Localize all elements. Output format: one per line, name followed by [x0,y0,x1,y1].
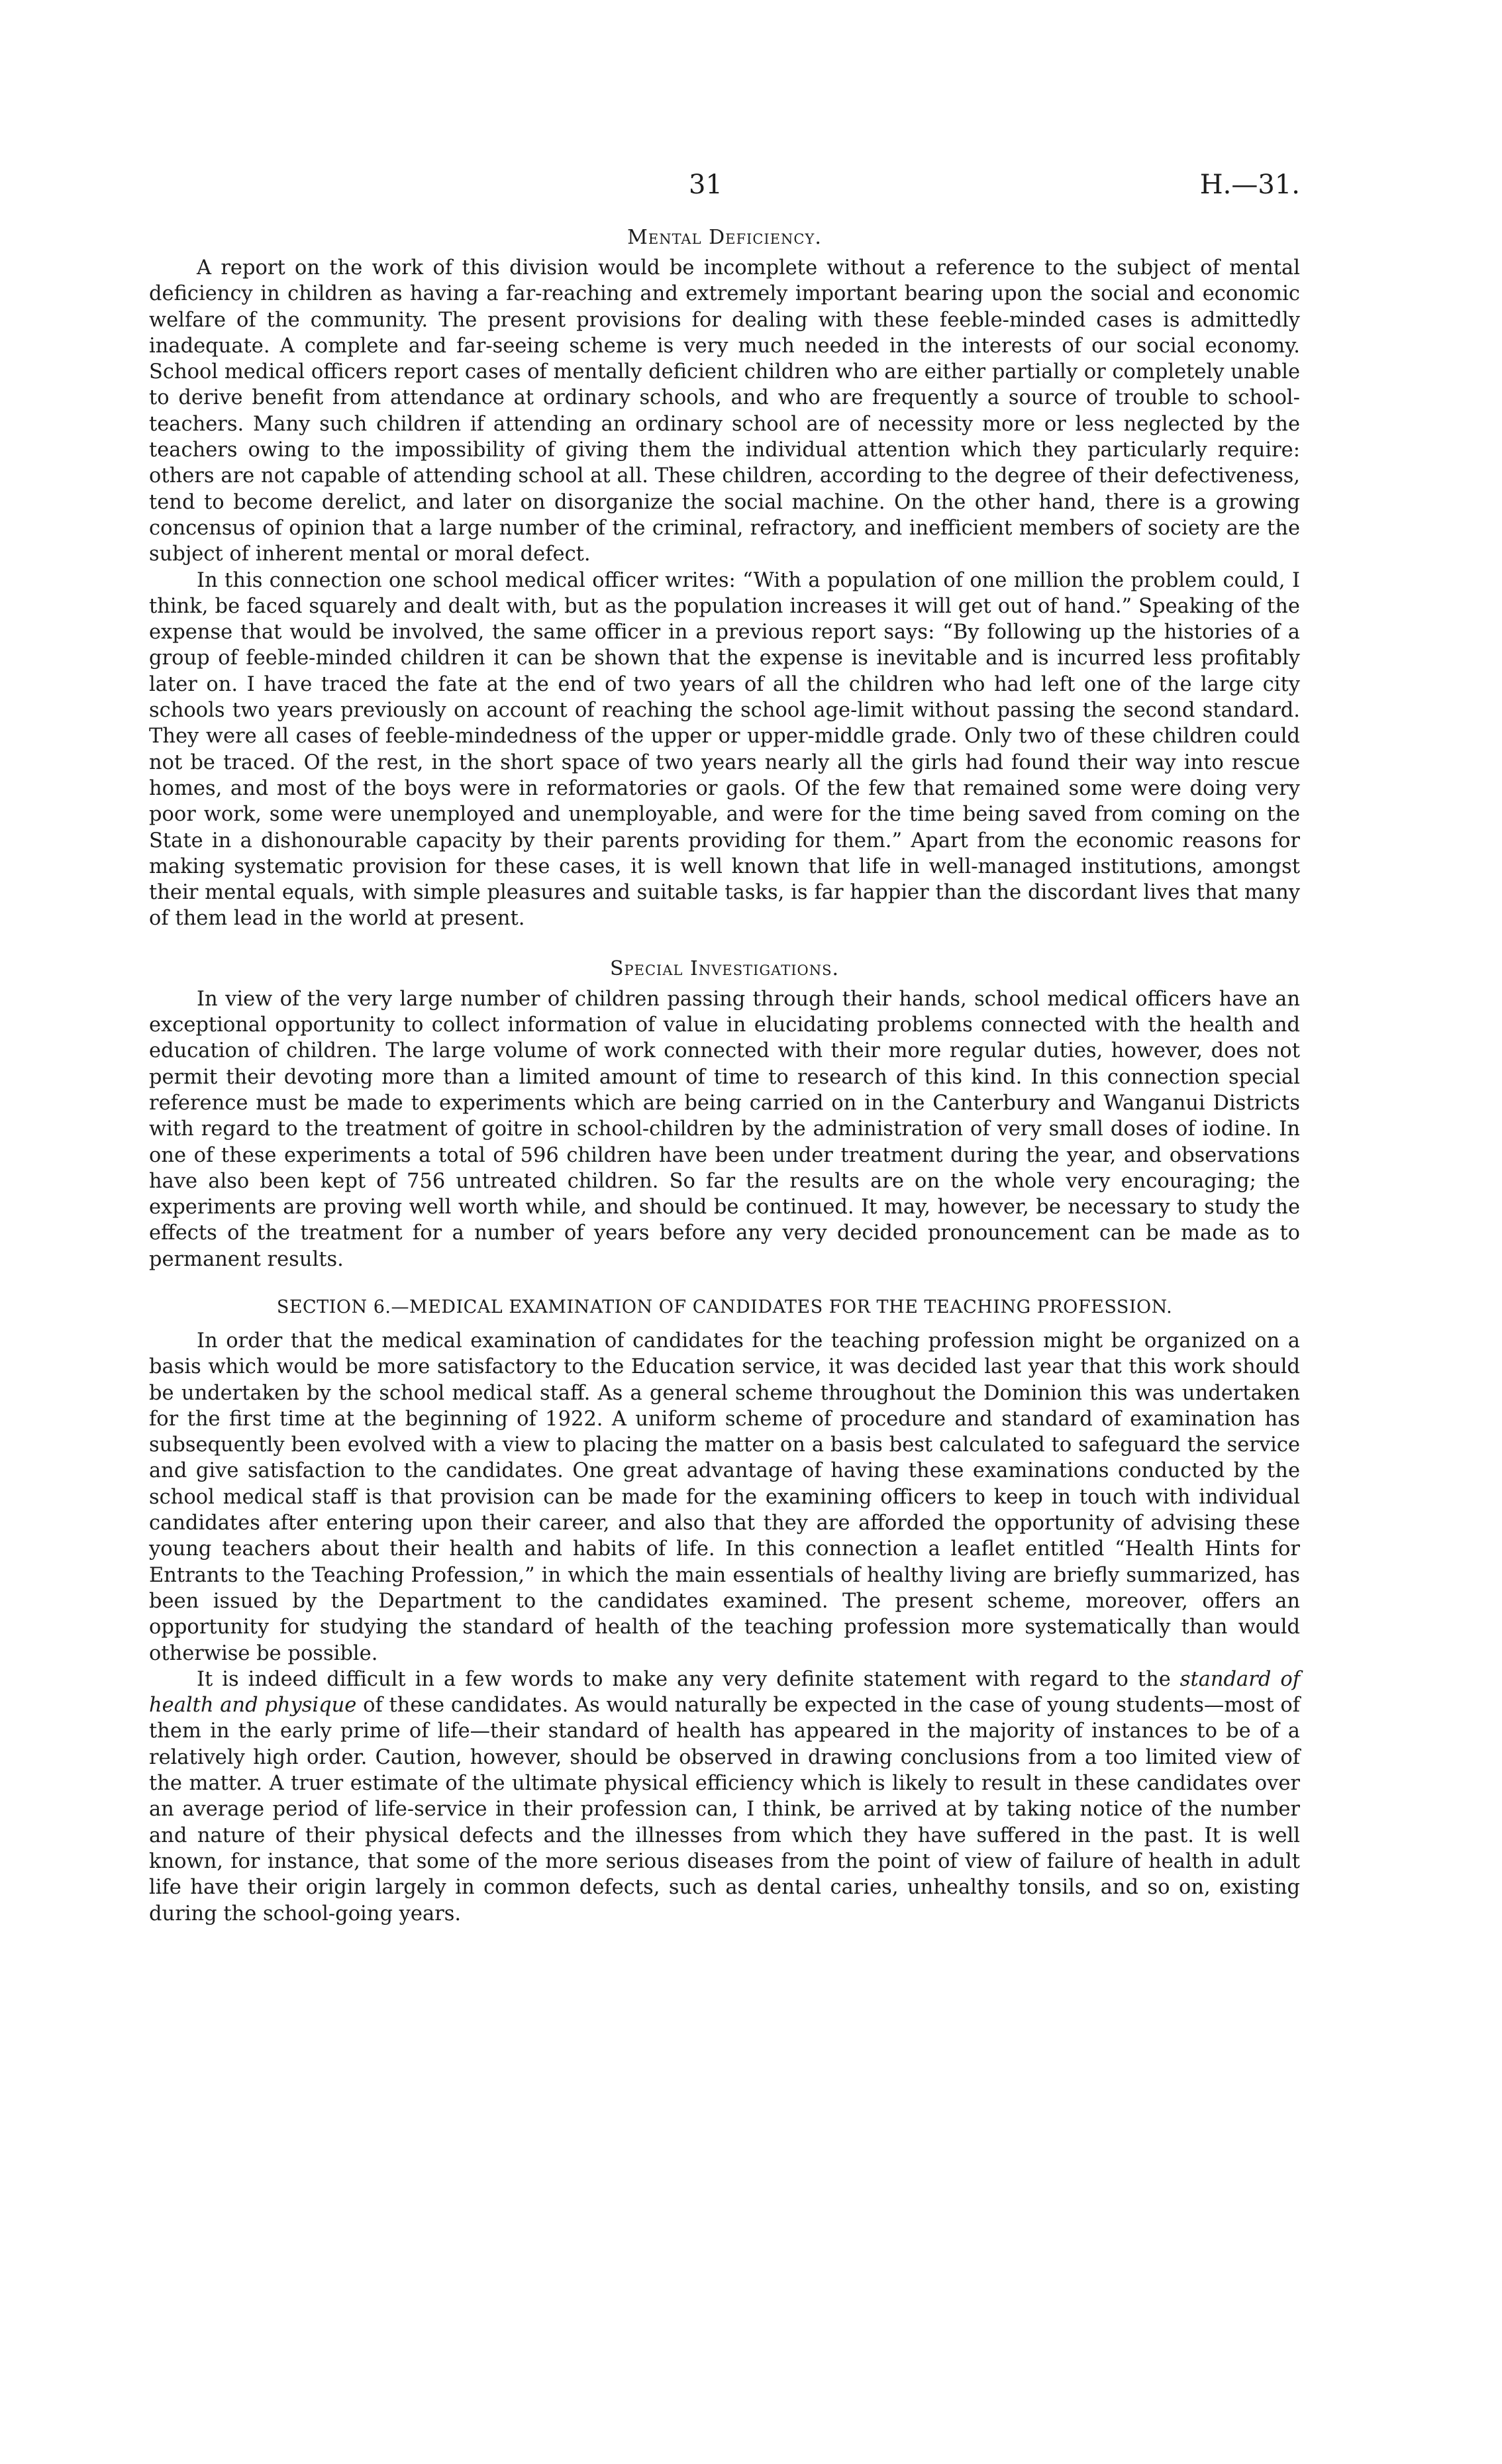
series-reference: H.—31. [1199,170,1300,200]
paragraph: In this connection one school medical officer writes: “With a population of one million the problem could, I think, be faced squarely and dealt with, but as the population increases it will get out of hand.” Speaking of the expense that would be involved, the same officer in a previous report says: “By following up the histories of a group of feeble-minded children it can be shown that the expense is inevitable and is incurred less profitably later on. I have traced the fate at the end of two years of all the children who had left one of the large city schools two years previously on account of reaching the school age-limit without passing the second standard. They were all cases of feeble-mindedness of the upper or upper-middle grade. Only two of these children could not be traced. Of the rest, in the short space of two years nearly all the girls had found their way into rescue homes, and most of the boys were in reformatories or gaols. Of the few that remained some were doing very poor work, some were unemployed and unemployable, and were for the time being saved from coming on the State in a dishonourable capacity by their parents providing for them.” Apart from the economic reasons for making systematic provision for these cases, it is well known that life in well-managed institutions, amongst their mental equals, with simple pleasures and suitable tasks, is far happier than the discordant lives that many of them lead in the world at present. [149,568,1300,931]
section-title-special-investigations: Special Investigations. [609,956,840,980]
section-title-section-6: SECTION 6.—MEDICAL EXAMINATION OF CANDIDATES FOR THE TEACHING PROFESSION. [276,1296,1173,1317]
section-mental-deficiency [149,225,1300,932]
document-page [149,169,1300,1927]
paragraph: In order that the medical examination of candidates for the teaching profession might be organized on a basis which would be more satisfactory to the Education service, it was decided last year that this work should be undertaken by the school medical staff. As a general scheme throughout the Dominion this was undertaken for the first time at the beginning of 1922. A uniform scheme of procedure and standard of examination has subsequently been evolved with a view to placing the matter on a basis best calculated to safeguard the service and give satisfaction to the candidates. One great advantage of having these examinations conducted by the school medical staff is that provision can be made for the examining officers to keep in touch with individual candidates after entering upon their career, and also that they are afforded the opportunity of advising these young teachers about their health and habits of life. In this connection a leaflet entitled “Health Hints for Entrants to the Teaching Profession,” in which the main essentials of healthy living are briefly summarized, has been issued by the Department to the candidates examined. The present scheme, moreover, offers an opportunity for studying the standard of health of the teaching profession more systematically than would otherwise be possible. [149,1329,1300,1665]
paragraph-intro: It is indeed difficult in a few words to make any very definite statement with regard to the [197,1667,1171,1691]
italic-phrase: standard of health and physique [149,1667,1300,1718]
paragraph [149,1667,1300,1927]
paragraph: In view of the very large number of children passing through their hands, school medical officers have an exceptional opportunity to collect information of value in elucidating problems connected with the health and education of children. The large volume of work connected with their more regular duties, however, does not permit their devoting more than a limited amount of time to research of this kind. In this connection special reference must be made to experiments which are being carried on in the Canterbury and Wanganui Districts with regard to the treatment of goitre in school-children by the administration of very small doses of iodine. In one of these experiments a total of 596 children have been under treatment during the year, and observations have also been kept of 756 untreated children. So far the results are on the whole very encouraging; the experiments are proving well worth while, and should be continued. It may, however, be necessary to study the effects of the treatment for a number of years before any very decided pronouncement can be made as to permanent results. [149,987,1300,1271]
page-header [149,169,1300,215]
section-6-medical-examination [149,1295,1300,1927]
paragraph-continuation: of these candidates. As would naturally be expected in the case of young students—most of them in the early prime of life—their standard of health has appeared in the majority of instances to be of a relatively high order. Caution, however, should be observed in drawing conclusions from a too limited view of the matter. A truer estimate of the ultimate physical efficiency which is likely to result in these candidates over an average period of life-service in their profession can, I think, be arrived at by taking notice of the number and nature of their physical defects and the illnesses from which they have suffered in the past. It is well known, for instance, that some of the more serious diseases from the point of view of failure of health in adult life have their origin largely in common defects, such as dental caries, unhealthy tonsils, and so on, existing during the school-going years. [149,1694,1300,1925]
section-special-investigations [149,956,1300,1272]
page-number: 31 [689,170,723,200]
section-title-mental-deficiency: Mental Deficiency. [627,226,822,249]
paragraph: A report on the work of this division would be incomplete without a reference to the subject of mental deficiency in children as having a far-reaching and extremely important bearing upon the social and economic welfare of the community. The present provisions for dealing with these feeble-minded cases is admittedly inadequate. A complete and far-seeing scheme is very much needed in the interests of our social economy. School medical officers report cases of mentally deficient children who are either partially or completely unable to derive benefit from attendance at ordinary schools, and who are frequently a source of trouble to school-teachers. Many such children if attending an ordinary school are of necessity more or less neglected by the teachers owing to the impossibility of giving them the individual attention which they particularly require: others are not capable of attending school at all. These children, according to the degree of their defectiveness, tend to become derelict, and later on disorganize the social machine. On the other hand, there is a growing concensus of opinion that a large number of the criminal, refractory, and inefficient members of society are the subject of inherent mental or moral defect. [149,256,1300,566]
